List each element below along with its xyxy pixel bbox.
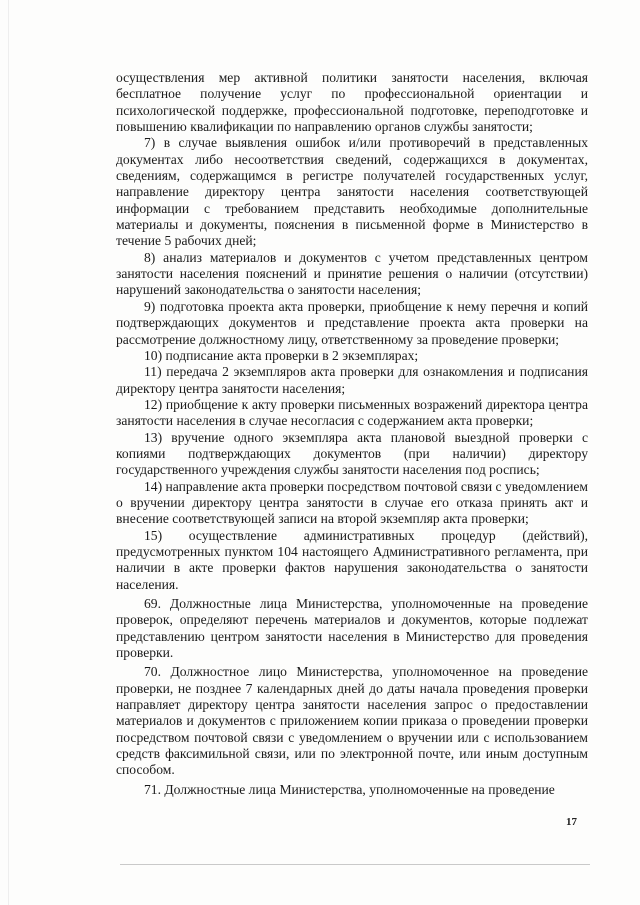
page-number: 17 (566, 816, 577, 828)
list-item-7: 7) в случае выявления ошибок и/или противоречий в представленных документах либо несоответствия сведений, содержащихся в документах, сведениям, содержащимся в регистре получателей государственных услуг, направление директору центра занятости населения соответствующей информации с требованием представить необходимые дополнительные материалы и документы, пояснения в письменной форме в Министерство в течение 5 рабочих дней; (116, 135, 588, 249)
list-item-12: 12) приобщение к акту проверки письменных возражений директора центра занятости населения в случае несогласия с содержанием акта проверки; (116, 396, 588, 429)
list-item-10: 10) подписание акта проверки в 2 экземплярах; (144, 347, 419, 363)
list-item-8: 8) анализ материалов и документов с учетом представленных центром занятости населения пояснений и принятие решения о наличии (отсутствии) нарушений законодательства о занятости населения; (116, 249, 588, 298)
list-item-15: 15) осуществление административных процедур (действий), предусмотренных пунктом 104 настоящего Административного регламента, при наличии в акте проверки фактов нарушения законодательства о занятости населения. (116, 527, 588, 592)
list-item-9: 9) подготовка проекта акта проверки, приобщение к нему перечня и копий подтверждающих документов и представление проекта акта проверки на рассмотрение должностному лицу, ответственному за проведение проверки; (116, 298, 588, 347)
clause-71: 71. Должностные лица Министерства, уполномоченные на проведение (144, 781, 555, 797)
scan-bottom-line (120, 864, 590, 865)
paragraph-continuation: осуществления мер активной политики занятости населения, включая бесплатное получение услуг по профессиональной ориентации и психологической поддержке, профессиональной подготовке, переподготовке и повышению квалификации по направлению органов службы занятости; (116, 70, 588, 135)
clause-70: 70. Должностное лицо Министерства, уполномоченное на проведение проверки, не позднее 7 календарных дней до даты начала проведения проверки направляет директору центра занятости населения запрос о предоставлении материалов и документов с приложением копии приказа о проведении проверки посредством почтовой связи с уведомлением о вручении или с использованием средств факсимильной связи, или по электронной почте, или иным доступным способом. (116, 664, 588, 778)
list-item-14: 14) направление акта проверки посредством почтовой связи с уведомлением о вручении директору центра занятости в случае его отказа принять акт и внесение соответствующей записи на второй экземпляр акта проверки; (116, 478, 588, 527)
clause-69: 69. Должностные лица Министерства, уполномоченные на проведение проверок, определяют перечень материалов и документов, которые подлежат представлению центром занятости населения в Министерство для проведения проверки. (116, 596, 588, 661)
list-item-13: 13) вручение одного экземпляра акта плановой выездной проверки с копиями подтверждающих документов (при наличии) директору государственного учреждения службы занятости населения под роспись; (116, 429, 588, 478)
list-item-11: 11) передача 2 экземпляров акта проверки для ознакомления и подписания директору центра занятости населения; (116, 364, 588, 396)
scan-edge-line (8, 0, 9, 905)
document-body (116, 70, 588, 798)
